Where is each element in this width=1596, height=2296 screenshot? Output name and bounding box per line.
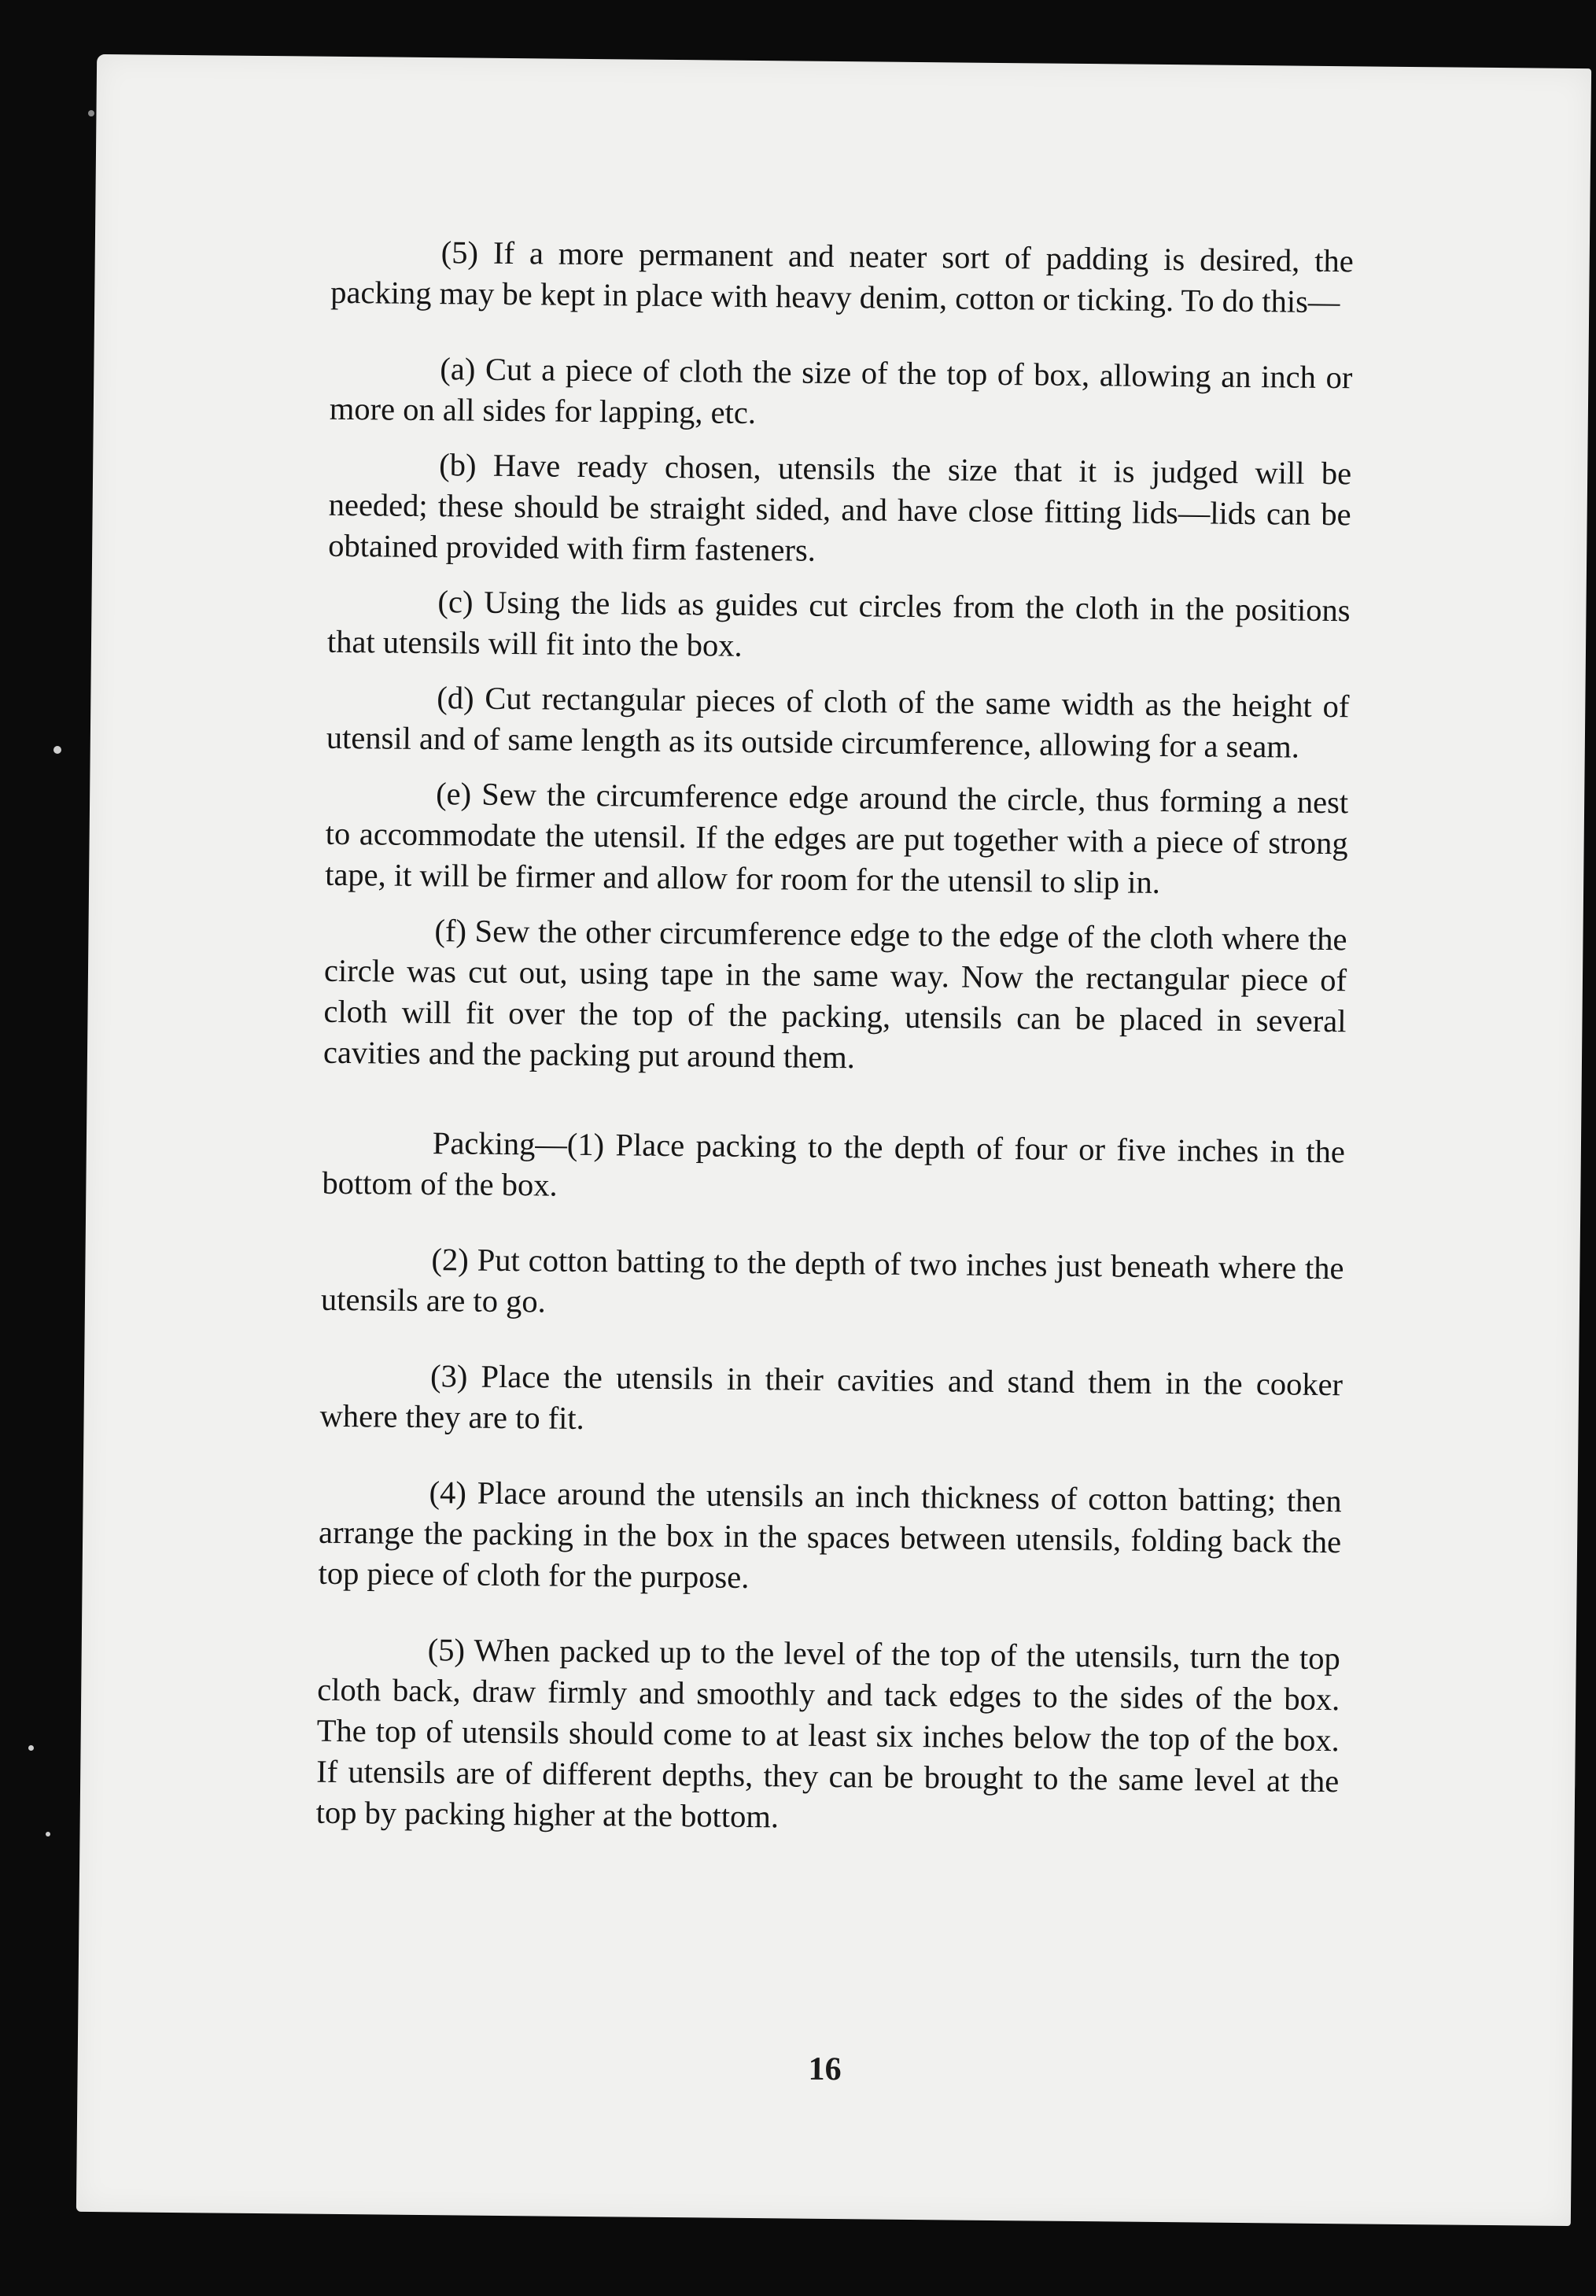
paragraph-step-d: (d) Cut rectangular pieces of cloth of the same width as the height of utensil and of same length as its outside circumference, allowing for a seam. bbox=[326, 680, 1350, 765]
paragraph-step-c: (c) Using the lids as guides cut circles from the cloth in the positions that utensils will fit into the box. bbox=[326, 584, 1351, 663]
paragraph-packing-4: (4) Place around the utensils an inch thickness of cotton batting; then arrange the packing in the box in the spaces between utensils, folding back the top piece of cloth for the purpose. bbox=[318, 1475, 1342, 1595]
paragraph-step-b: (b) Have ready chosen, utensils the size that it is judged will be needed; these should be straight sided, and have close fitting lids—lids can be obtained provided with firm fasteners. bbox=[328, 447, 1352, 568]
paragraph-step-f: (f) Sew the other circumference edge to the edge of the cloth where the circle was cut out, using tape in the same way. Now the rectangular piece of cloth will fit over the top of the packing, utensils can be placed in several cavities and the packing put around them. bbox=[323, 913, 1347, 1076]
paragraph-step-a: (a) Cut a piece of cloth the size of the top of box, allowing an inch or more on all sides for lapping, etc. bbox=[329, 351, 1353, 431]
paragraph-padding-note: (5) If a more permanent and neater sort of padding is desired, the packing may be kept in place with heavy denim, cotton or ticking. To do this— bbox=[330, 234, 1354, 320]
scan-speck bbox=[28, 1745, 34, 1751]
paragraph-packing-3: (3) Place the utensils in their cavities and stand them in the cooker where they are to fit. bbox=[319, 1358, 1344, 1436]
scan-speck bbox=[88, 110, 94, 116]
paragraph-packing-5: (5) When packed up to the level of the top of the utensils, turn the top cloth back, draw firmly and smoothly and tack edges to the sides of the box. The top of utensils should come to at least six inches below the top of the box. If utensils are of different depths, they can be brought to the same level at the top by packing higher at the bottom. bbox=[315, 1632, 1340, 1835]
paragraph-packing-2: (2) Put cotton batting to the depth of two inches just beneath where the utensils are to go. bbox=[320, 1242, 1344, 1320]
page-text-block bbox=[315, 231, 1354, 1857]
scan-speck bbox=[53, 746, 61, 754]
book-page bbox=[76, 54, 1591, 2226]
scan-speck bbox=[46, 1832, 50, 1836]
page-number: 16 bbox=[808, 2051, 842, 2088]
paragraph-packing-1: Packing—(1) Place packing to the depth of four or five inches in the bottom of the box. bbox=[322, 1125, 1346, 1203]
paragraph-step-e: (e) Sew the circumference edge around the circle, thus forming a nest to accommodate the utensil. If the edges are put together with a piece of strong tape, it will be firmer and allow for room for the utensil to slip in. bbox=[324, 776, 1349, 900]
